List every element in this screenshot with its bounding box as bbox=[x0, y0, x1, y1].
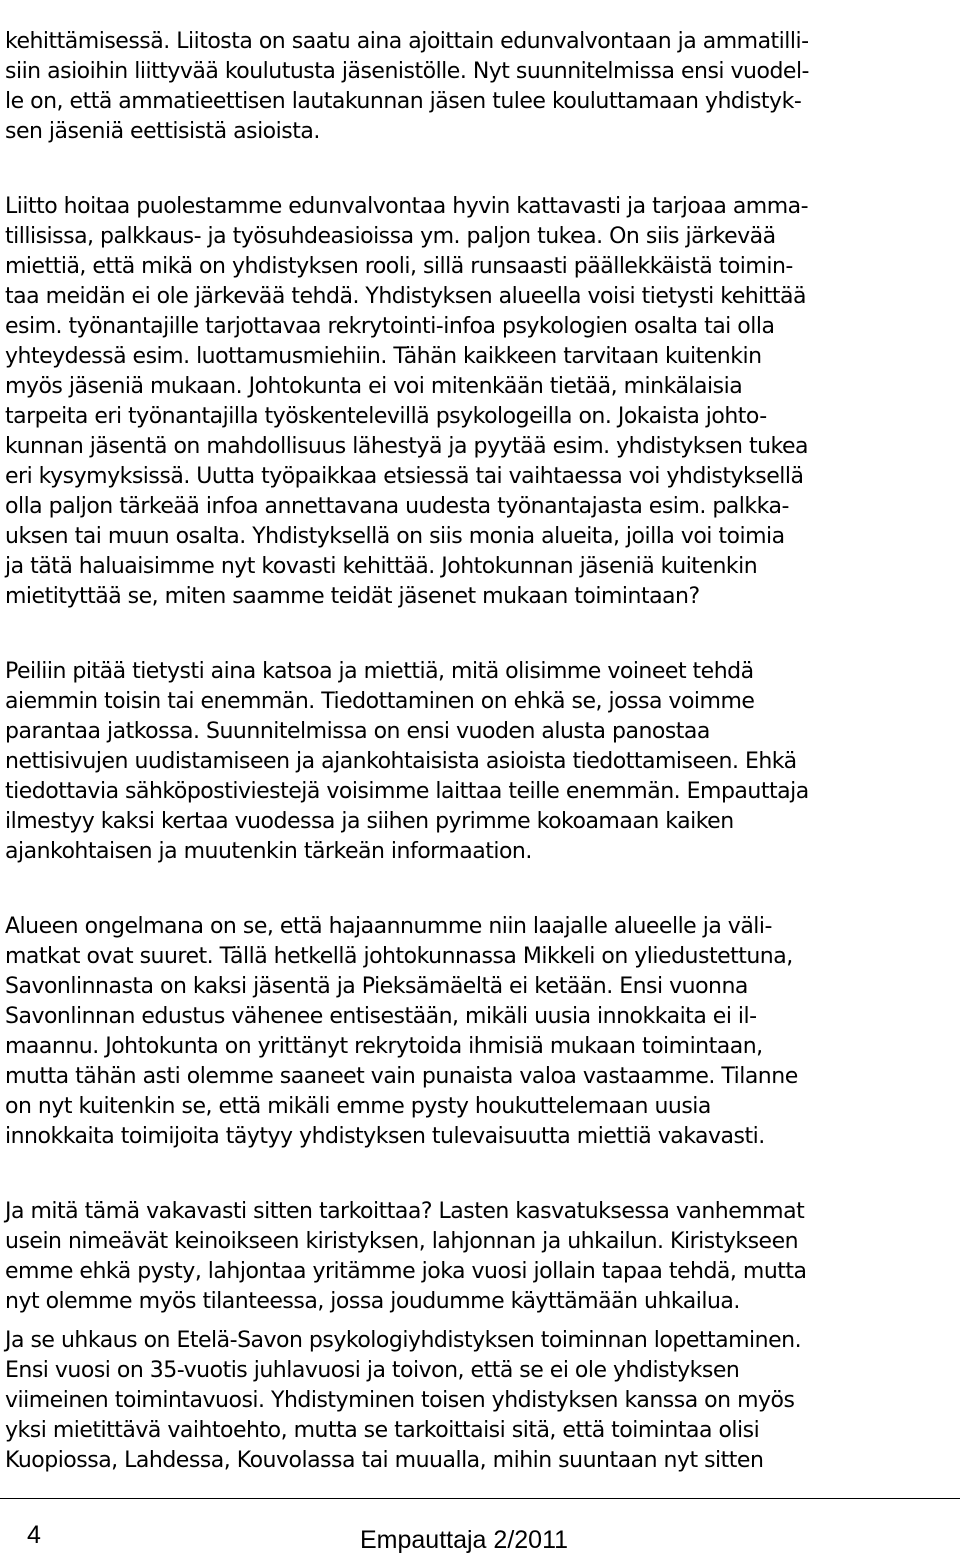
paragraph-6: Ja se uhkaus on Etelä-Savon psykologiyhdistyksen toiminnan lopettaminen. Ensi vuosi on 35-vuotis juhlavuosi ja toivon, että se ei ole yhdistyksen viimeinen toimintavuosi. Yhdistyminen toisen yhdistyksen kanssa on myös yksi mietittävä vaihtoehto, mutta se tarkoittaisi sitä, että toimintaa olisi Kuopiossa, Lahdessa, Kouvolassa tai muualla, mihin suuntaan nyt sitten bbox=[5, 1328, 802, 1473]
paragraph-spacer bbox=[5, 147, 953, 192]
article-body bbox=[5, 27, 953, 1476]
paragraph-spacer bbox=[5, 612, 953, 657]
paragraph-3: Peiliin pitää tietysti aina katsoa ja miettiä, mitä olisimme voineet tehdä aiemmin toisin tai enemmän. Tiedottaminen on ehkä se, jossa voimme parantaa jatkossa. Suunnitelmissa on ensi vuoden alusta panostaa nettisivujen uudistamiseen ja ajankohtaisista asioista tiedottamiseen. Ehkä tiedottavia sähköpostiviestejä voisimme laittaa teille enemmän. Empauttaja ilmestyy kaksi kertaa vuodessa ja siihen pyrimme kokoamaan kaiken ajankohtaisen ja muutenkin tärkeän informaation. bbox=[5, 659, 809, 864]
footer-divider bbox=[0, 1498, 960, 1499]
paragraph-4: Alueen ongelmana on se, että hajaannumme niin laajalle alueelle ja väli- matkat ovat suuret. Tällä hetkellä johtokunnassa Mikkeli on yliedustettuna, Savonlinnasta on kaksi jäsentä ja Pieksämäeltä ei ketään. Ensi vuonna Savonlinnan edustus vähenee entisestään, mikäli uusia innokkaita ei il- maannu. Johtokunta on yrittänyt rekrytoida ihmisiä mukaan toimintaan, mutta tähän asti olemme saaneet vain punaista valoa vastaamme. Tilanne on nyt kuitenkin se, että mikäli emme pysty houkuttelemaan uusia innokkaita toimijoita täytyy yhdistyksen tulevaisuutta miettiä vakavasti. bbox=[5, 914, 798, 1149]
paragraph-2: Liitto hoitaa puolestamme edunvalvontaa hyvin kattavasti ja tarjoaa amma- tillisissa, palkkaus- ja työsuhdeasioissa ym. paljon tukea. On siis järkevää miettiä, että mikä on yhdistyksen rooli, sillä runsaasti päällekkäistä toimin- taa meidän ei ole järkevää tehdä. Yhdistyksen alueella voisi tietysti kehittää esim. työnantajille tarjottavaa rekrytointi-infoa psykologien osalta tai olla yhteydessä esim. luottamusmiehiin. Tähän kaikkeen tarvitaan kuitenkin myös jäseniä mukaan. Johtokunta ei voi mitenkään tietää, minkälaisia tarpeita eri työnantajilla työskentelevillä psykologeilla on. Jokaista johto- kunnan jäsentä on mahdollisuus lähestyä ja pyytää esim. yhdistyksen tukea eri kysymyksissä. Uutta työpaikkaa etsiessä tai vaihtaessa voi yhdistyksellä olla paljon tärkeää infoa annettavana uudesta työnantajasta esim. palkka- uksen tai muun osalta. Yhdistyksellä on siis monia alueita, joilla voi toimia ja tätä haluaisimme nyt kovasti kehittää. Johtokunnan jäseniä kuitenkin mietityttää se, miten saamme teidät jäsenet mukaan toimintaan? bbox=[5, 194, 809, 609]
paragraph-spacer bbox=[5, 1317, 953, 1326]
paragraph-1: kehittämisessä. Liitosta on saatu aina ajoittain edunvalvontaan ja ammatilli- siin asioihin liittyvää koulutusta jäsenistölle. Nyt suunnitelmissa ensi vuodel- le on, että ammatieettisen lautakunnan jäsen tulee kouluttamaan yhdistyk- sen jäseniä eettisistä asioista. bbox=[5, 29, 809, 144]
page-number: 4 bbox=[27, 1521, 41, 1549]
paragraph-spacer bbox=[5, 867, 953, 912]
publication-title: Empauttaja 2/2011 bbox=[360, 1526, 569, 1554]
paragraph-5: Ja mitä tämä vakavasti sitten tarkoittaa? Lasten kasvatuksessa vanhemmat usein nimeävät keinoikseen kiristyksen, lahjonnan ja uhkailun. Kiristykseen emme ehkä pysty, lahjontaa yritämme joka vuosi jollain tapaa tehdä, mutta nyt olemme myös tilanteessa, jossa joudumme käyttämään uhkailua. bbox=[5, 1199, 807, 1314]
paragraph-spacer bbox=[5, 1152, 953, 1197]
